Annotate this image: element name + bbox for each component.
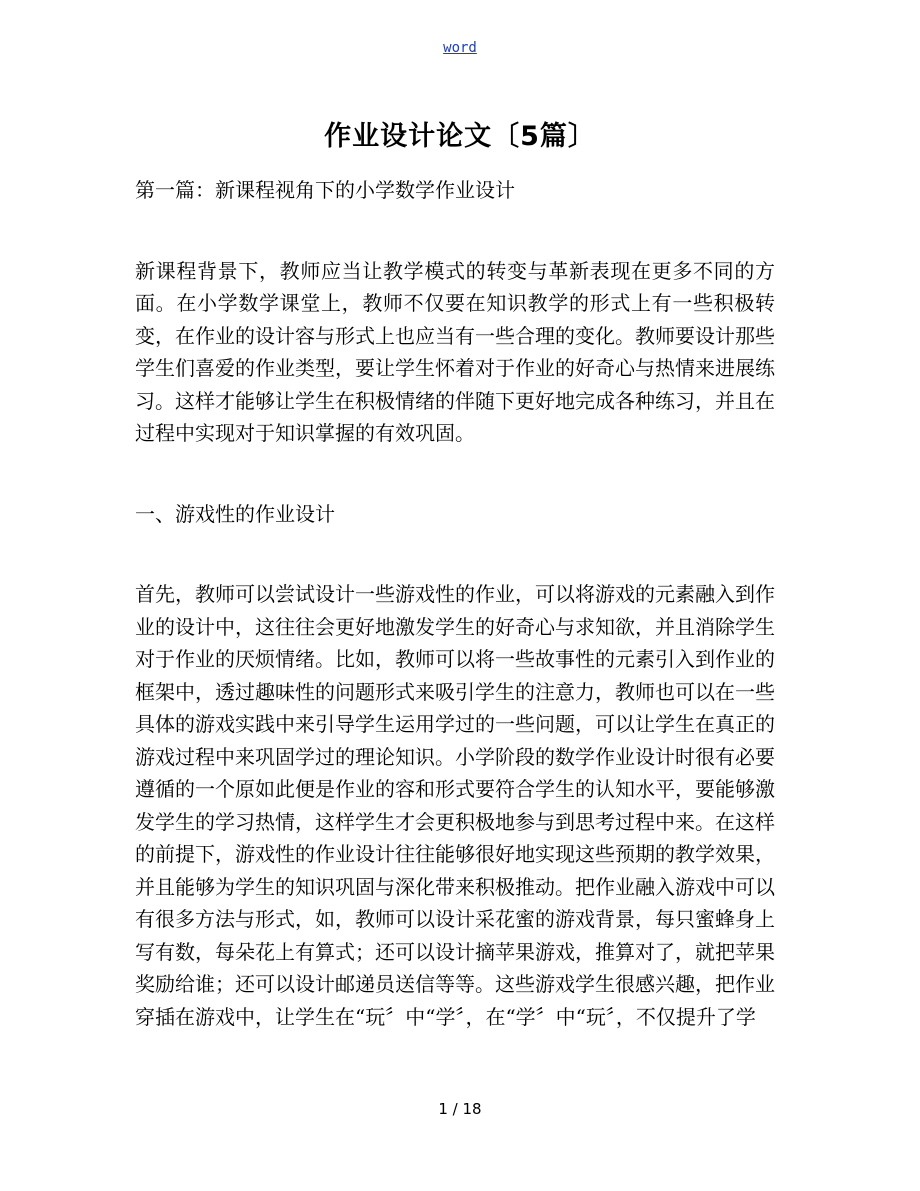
document-title: 作业设计论文〔5篇〕	[324, 121, 596, 152]
section-heading: 一、游戏性的作业设计	[135, 501, 335, 526]
page-indicator: 1 / 18	[438, 1100, 482, 1118]
document-body	[135, 174, 775, 1033]
header-word-link[interactable]: word	[443, 40, 477, 56]
body-paragraph: 首先，教师可以尝试设计一些游戏性的作业，可以将游戏的元素融入到作业的设计中，这往往会更好地激发学生的好奇心与求知欲，并且消除学生对于作业的厌烦情绪。比如，教师可以将一些故事性的元素引入到作业的框架中，透过趣味性的问题形式来吸引学生的注意力，教师也可以在一些具体的游戏实践中来引导学生运用学过的一些问题，可以让学生在真正的游戏过程中来巩固学过的理论知识。小学阶段的数学作业设计时很有必要遵循的一个原如此便是作业的容和形式要符合学生的认知水平，要能够激发学生的学习热情，这样学生才会更积极地参与到思考过程中来。在这样的前提下，游戏性的作业设计往往能够很好地实现这些预期的教学效果，并且能够为学生的知识巩固与深化带来积极推动。把作业融入游戏中可以有很多方法与形式，如，教师可以设计采花蜜的游戏背景，每只蜜蜂身上写有数，每朵花上有算式；还可以设计摘苹果游戏，推算对了，就把苹果奖励给谁；还可以设计邮递员送信等等。这些游戏学生很感兴趣，把作业穿插在游戏中，让学生在“玩〞中“学〞，在“学〞中“玩〞，不仅提升了学	[135, 582, 775, 1029]
article-subtitle: 第一篇：新课程视角下的小学数学作业设计	[135, 178, 515, 202]
intro-paragraph: 新课程背景下，教师应当让教学模式的转变与革新表现在更多不同的方面。在小学数学课堂上，教师不仅要在知识教学的形式上有一些积极转变，在作业的设计容与形式上也应当有一些合理的变化。教师要设计那些学生们喜爱的作业类型，要让学生怀着对于作业的好奇心与热情来进展练习。这样才能够让学生在积极情绪的伴随下更好地完成各种练习，并且在过程中实现对于知识掌握的有效巩固。	[135, 258, 775, 445]
